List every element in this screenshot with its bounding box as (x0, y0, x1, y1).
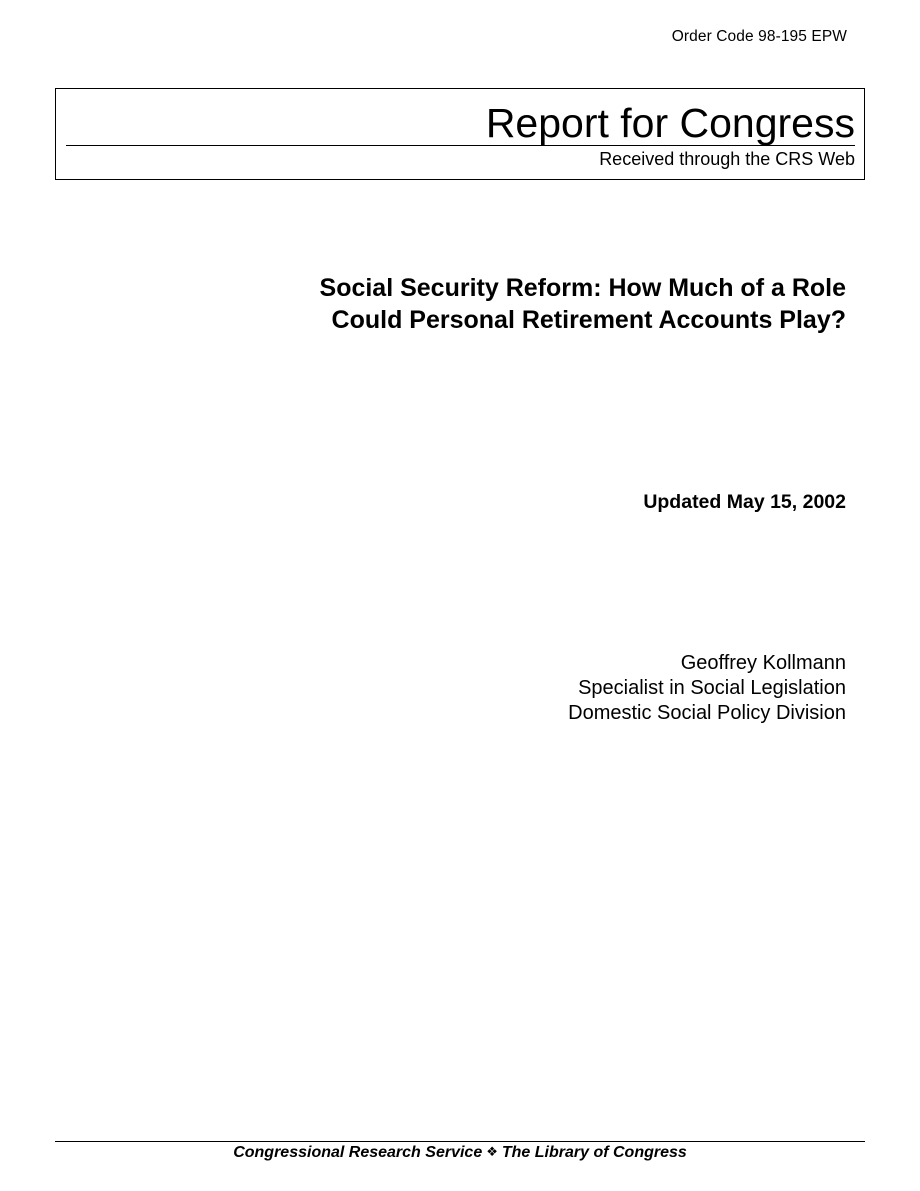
updated-date: Updated May 15, 2002 (643, 491, 846, 513)
author-block (568, 651, 846, 726)
order-code: Order Code 98-195 EPW (671, 28, 847, 45)
footer-publisher: Congressional Research Service (233, 1144, 483, 1161)
masthead-subtitle: Received through the CRS Web (599, 149, 855, 169)
author-position: Specialist in Social Legislation (578, 677, 846, 699)
masthead-divider (66, 145, 855, 146)
author-division: Domestic Social Policy Division (568, 702, 846, 724)
report-title-line-2: Could Personal Retirement Accounts Play? (331, 306, 846, 334)
report-title (146, 272, 846, 336)
author-name: Geoffrey Kollmann (680, 652, 846, 674)
footer (0, 1143, 920, 1164)
footer-divider (55, 1141, 865, 1142)
diamond-separator-icon: ❖ (486, 1145, 498, 1160)
masthead-title: Report for Congress (485, 100, 855, 146)
footer-library: The Library of Congress (501, 1144, 687, 1161)
masthead-box (55, 88, 865, 180)
report-title-line-1: Social Security Reform: How Much of a Role (319, 274, 846, 302)
